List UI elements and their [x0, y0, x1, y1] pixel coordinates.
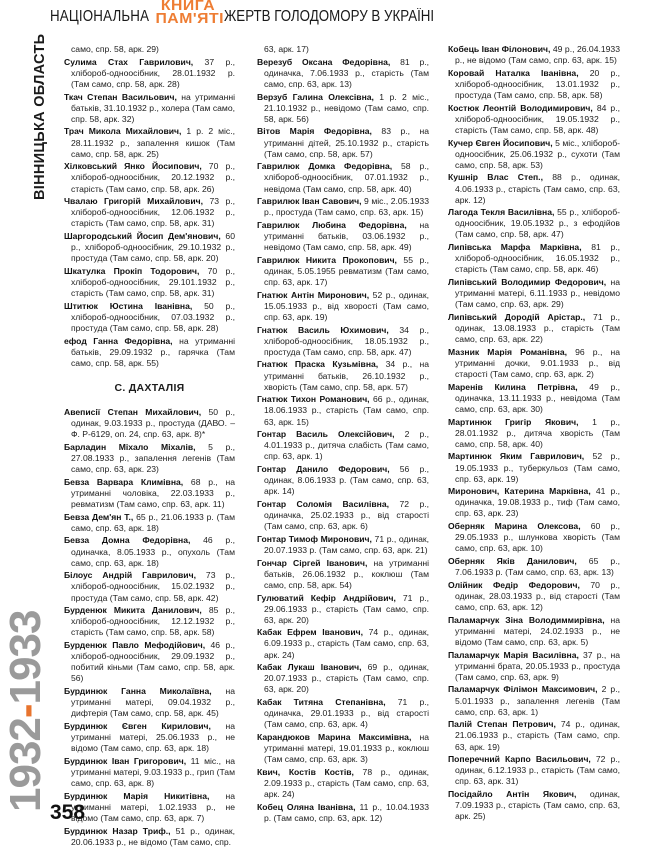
- person-details: 81 р., хлібороб-одноосібник, 16.05.1932 р., старість (Там само, спр. 58, арк. 46): [455, 242, 621, 275]
- person-name: Кабак Титяна Степанівна,: [257, 697, 386, 708]
- list-item: [64, 161, 235, 194]
- person-details: 1 р. 2 міс., 21.10.1932 р., невідомо (Там само, спр. 58, арк. 56): [264, 91, 429, 124]
- person-details: 71 р., одинак, 20.07.1933 р. (Там само, спр. 63, арк. 21): [264, 533, 429, 555]
- list-item: [64, 826, 235, 848]
- person-details: 88 р., одинак, 4.06.1933 р., старість (Там само, спр. 63, арк. 12): [455, 172, 620, 205]
- person-details: 1 р., 28.01.1932 р., дитяча хворість (Там само, спр. 58, арк. 40): [455, 416, 620, 449]
- person-name: Гаврилюк Домка Федорівна,: [257, 161, 393, 172]
- person-details: 68 р., на утриманні чоловіка, 22.03.1933 р., ревматизм (Там само, спр. 63, арк. 11): [71, 476, 235, 509]
- list-item: [64, 442, 235, 475]
- person-details: 69 р., одинак, 20.07.1933 р., старість (Там само, спр. 63, арк. 20): [264, 662, 429, 695]
- person-details: 34 р., на утриманні батьків, 26.10.1932 р., хворість (Там само, спр. 58, арк. 57): [264, 359, 429, 392]
- person-name: Маренів Килина Петрівна,: [448, 381, 578, 392]
- person-details: на утриманні матері, 1.02.1933 р., не відомо (Там само, спр. 63, арк. 7): [71, 790, 235, 823]
- person-details: 41 р., одиначка, 19.08.1933 р., тиф (Там само, спр. 63, арк. 23): [455, 486, 621, 519]
- person-details: 72 р., одиначка, 25.02.1933 р., від старості (Там само, спр. 63, арк. 6): [264, 498, 429, 532]
- person-name: Оберняк Яків Данилович,: [448, 556, 577, 567]
- person-name: Трач Микола Михайлович,: [64, 126, 182, 137]
- list-item: [64, 57, 235, 90]
- list-item: [257, 593, 429, 626]
- year-dash: -: [1, 704, 50, 719]
- list-item: [448, 650, 620, 683]
- person-name: Бурдинюк Назар Триф.,: [64, 825, 171, 836]
- person-name: Кабак Лукаш Іванович,: [257, 662, 362, 673]
- list-item: [64, 512, 235, 534]
- person-name: Палій Степан Петрович,: [448, 719, 556, 730]
- list-item: [448, 138, 620, 171]
- column-3: [448, 44, 620, 824]
- list-item: [448, 382, 620, 415]
- person-name: Білоус Андрій Гаврилович,: [64, 570, 196, 581]
- entries-list: [257, 57, 429, 824]
- person-details: 70 р., одинак, 28.03.1933 р., від старості (Там само, спр. 63, арк. 12): [455, 579, 621, 612]
- list-item: [448, 521, 620, 554]
- years-label: [1, 610, 50, 812]
- person-name: Кобец Оляна Іванівна,: [257, 801, 356, 812]
- person-name: Мартинюк Григір Якович,: [448, 416, 579, 427]
- person-name: Авеписії Степан Михайлович,: [64, 407, 202, 418]
- list-item: [64, 791, 235, 824]
- person-name: Гаврилюк Любина Федорівна,: [257, 219, 407, 230]
- person-name: Кобець Іван Філонович,: [448, 44, 551, 54]
- person-details: на утриманні матері, 09.04.1932 р., дифтерія (Там само, спр. 58, арк. 45): [71, 686, 235, 719]
- person-details: 65 р., 21.06.1933 р. (Там само, спр. 63, арк. 18): [71, 511, 235, 533]
- person-details: 2 р., 5.01.1933 р., запалення легенів (Там само, спр. 63, арк. 1): [455, 684, 620, 717]
- person-name: Гонтар Тимоф Миронович,: [257, 533, 372, 544]
- person-name: Бевза Варвара Климівна,: [64, 476, 184, 487]
- person-name: Гулюватий Кефір Андрійович,: [257, 592, 396, 603]
- person-name: Паламарчук Марія Василівна,: [448, 649, 579, 660]
- person-details: 71 р., одинак, 13.08.1933 р., старість (Там само, спр. 63, арк. 22): [455, 311, 620, 345]
- person-details: 34 р., хлібороб-одноосібник, 18.05.1932 р., простуда (Там само, спр. 58, арк. 47): [264, 324, 430, 357]
- person-name: Верезуб Оксана Федорівна,: [257, 56, 391, 67]
- list-item: [448, 789, 620, 822]
- person-name: Бурденюк Павло Мефодійович,: [64, 640, 206, 651]
- list-item: [257, 627, 429, 660]
- person-details: 1 р. 2 міс., 28.11.1932 р., запалення кишок (Там само, спр. 58, арк. 25): [71, 126, 235, 159]
- list-item: [64, 231, 235, 264]
- person-details: 5 міс., хлібороб-одноосібник, 25.06.1932 р., сухоти (Там само, спр. 58, арк. 53): [455, 137, 620, 170]
- person-name: Гнатюк Антін Миронович,: [257, 289, 370, 300]
- person-name: Чвалаю Григорій Михайлович,: [64, 196, 203, 207]
- person-name: Штитюк Юстина Іванівна,: [64, 300, 193, 311]
- person-name: Гонтар Василь Олексійович,: [257, 429, 395, 440]
- list-item: [64, 407, 235, 440]
- person-name: Поперечний Карпо Васильович,: [448, 754, 591, 765]
- person-details: 74 р., одинак, 21.06.1933 р., старість (Там само, спр. 63, арк. 19): [455, 719, 620, 752]
- page-header: [0, 0, 659, 36]
- person-name: Вітов Марія Федорівна,: [257, 126, 372, 137]
- header-right-text: ЖЕРТВ ГОЛОДОМОРУ В УКРАЇНІ: [224, 8, 435, 25]
- list-item: [257, 325, 429, 358]
- person-name: Кабак Ефрем Іванович,: [257, 627, 363, 638]
- person-details: 46 р., хлібороб-одноосібник, 29.09.1932 р., побитий кіньми (Там само, спр. 58, арк. 56): [71, 640, 236, 684]
- person-details: 83 р., на утриманні дітей, 25.10.1932 р., старість (Там само, спр. 58, арк. 57): [264, 126, 429, 159]
- person-details: 37 р., на утриманні брата, 20.05.1933 р., простуда (Там само, спр. 63, арк. 9): [455, 649, 620, 682]
- person-details: 9 міс., 2.05.1933 р., простуда (Там само, спр. 63, арк. 15): [264, 196, 429, 218]
- person-details: одинак, 7.09.1933 р., старість (Там само, спр. 63, арк. 25): [455, 789, 620, 822]
- list-item: [448, 580, 620, 613]
- person-name: Гаврилюк Никита Прокопович,: [257, 254, 397, 265]
- list-item: [257, 464, 429, 497]
- person-name: Хілковський Янко Йосипович,: [64, 161, 202, 172]
- person-name: ефод Ганна Федорівна,: [64, 335, 173, 346]
- list-item: [257, 92, 429, 125]
- list-item: [257, 662, 429, 695]
- person-details: 51 р., одинак, 20.06.1933 р., не відомо (Там само, спр.: [71, 825, 236, 847]
- person-details: 20 р., хлібороб-одноосібник, 13.01.1932 р., простуда (Там само, спр. 58, арк. 58): [455, 67, 620, 100]
- list-item: [448, 451, 620, 484]
- list-item: [257, 161, 429, 194]
- list-item: [448, 486, 620, 519]
- list-item: [64, 570, 235, 603]
- person-name: Оберняк Марина Олексова,: [448, 521, 581, 532]
- person-name: Шкатулка Прокіп Тодорович,: [64, 265, 200, 276]
- list-item: [448, 417, 620, 450]
- person-details: 49 р., 26.04.1933 р., не відомо (Там само, спр. 63, арк. 15): [455, 44, 620, 66]
- person-details: на утриманні батьків, 03.06.1932 р., невідомо (Там само, спр. 58, арк. 49): [264, 219, 429, 253]
- person-name: Липівський Володимир Федорович,: [448, 277, 607, 288]
- person-details: 78 р., одинак, 2.09.1933 р., старість (Там само, спр. 63, арк. 24): [264, 766, 429, 800]
- person-name: Липівська Марфа Марківна,: [448, 242, 582, 253]
- person-details: 70 р., хлібороб-одноосібник, 29.101.1932 р., старість (Там само, спр. 58, арк. 31): [71, 265, 235, 299]
- continuation-text: само, спр. 58, арк. 29): [71, 44, 159, 54]
- person-details: 74 р., одинак, 6.09.1933 р., старість (Там само, спр. 63, арк. 24): [264, 627, 429, 660]
- person-details: 55 р., одинак, 5.05.1955 ревматизм (Там само, спр. 63, арк. 17): [264, 254, 429, 288]
- list-item: [448, 556, 620, 578]
- list-item: [257, 802, 429, 824]
- person-details: 5 р., 27.08.1933 р., запалення легенів (Там само, спр. 63, арк. 23): [71, 441, 235, 475]
- person-name: Гнатюк Праска Кузьмівна,: [257, 359, 379, 370]
- list-item: [64, 126, 235, 159]
- list-item: [448, 207, 620, 240]
- list-item: [257, 220, 429, 253]
- person-details: на утриманні матері, 6.11.1933 р., невідомо (Там само, спр. 63, арк. 29): [455, 277, 620, 310]
- list-item: [64, 336, 235, 369]
- person-details: 66 р., одинак, 18.06.1933 р., старість (Там само, спр. 63, арк. 15): [264, 394, 429, 427]
- person-details: 71 р., 29.06.1933 р., старість (Там само, спр. 63, арк. 20): [264, 592, 430, 625]
- person-details: на утриманні матері, 25.06.1933 р., не відомо (Там само, спр. 63, арк. 18): [71, 720, 235, 754]
- list-item: [448, 312, 620, 345]
- person-name: Бурденюк Микита Данилович,: [64, 605, 202, 616]
- person-details: 2 р., 4.01.1933 р., дитяча слабість (Там само, спр. 63, арк. 1): [264, 429, 430, 462]
- list-item: [448, 754, 620, 787]
- person-name: Костюк Леонтій Володимирович,: [448, 102, 593, 113]
- list-item: [448, 719, 620, 752]
- person-details: 37 р., хлібороб-одноосібник, 28.01.1932 р. (Там само, спр. 58, арк. 28): [71, 56, 236, 89]
- person-name: Ткач Степан Васильович,: [64, 91, 177, 102]
- person-details: 49 р., одиначка, 13.11.1933 р., невідома (Там само, спр. 63, арк. 30): [455, 381, 621, 414]
- region-side-label: ВІННИЦЬКА ОБЛАСТЬ: [32, 33, 48, 200]
- column-1: [64, 44, 235, 849]
- person-name: Гнатюк Тихон Романович,: [257, 394, 370, 405]
- list-item: [64, 640, 235, 684]
- list-item: [64, 605, 235, 638]
- person-name: Гонтар Соломія Василівна,: [257, 498, 390, 509]
- list-item: [257, 290, 429, 323]
- list-item: [64, 721, 235, 754]
- person-name: Квич, Костів Костів,: [257, 766, 354, 777]
- person-details: 96 р., на утриманні дочки, 9.01.1933 р., від старості (Там само, спр. 63, арк. 2): [455, 346, 620, 379]
- person-details: на утриманні батьків, 31.10.1932 р., холера (Там само, спр. 58, арк. 32): [71, 91, 235, 124]
- list-item: [257, 126, 429, 159]
- person-name: Шаргородський Йосип Дем'янович,: [64, 231, 221, 242]
- list-item: [448, 68, 620, 101]
- entries-list: [448, 44, 620, 822]
- list-item: [257, 394, 429, 427]
- list-item: [64, 196, 235, 229]
- person-name: Посідайло Антін Якович,: [448, 789, 577, 800]
- person-name: Гонтар Данило Федорович,: [257, 464, 390, 475]
- entries-list: [64, 407, 235, 848]
- person-name: Паламарчук Філімон Максимович,: [448, 684, 598, 695]
- list-item: [448, 615, 620, 648]
- list-item: [257, 359, 429, 392]
- list-item: [257, 196, 429, 218]
- list-item: [64, 301, 235, 334]
- person-name: Карандюков Марина Максимівна,: [257, 732, 412, 742]
- person-details: 81 р., одиначка, 7.06.1933 р., старість (Там само, спр. 63, арк. 13): [264, 56, 429, 89]
- person-name: Липівський Дородій Арістар.,: [448, 311, 586, 322]
- list-item: [257, 534, 429, 556]
- section-title: С. ДАХТАЛІЯ: [114, 381, 185, 394]
- person-name: Мазник Марія Романівна,: [448, 346, 568, 357]
- person-name: Коровай Наталка Іванівна,: [448, 67, 579, 78]
- logo-line-1: КНИГА: [160, 0, 216, 14]
- person-details: 71 р., одиначка, 29.01.1933 р., від старості (Там само, спр. 63, арк. 4): [264, 697, 429, 730]
- person-name: Миронович, Катерина Марківна,: [448, 486, 591, 497]
- person-details: 55 р., хлібороб-одноосібник, 19.05.1932 р., з ефодійов (Там само, спр. 58, арк. 47): [455, 207, 620, 240]
- person-details: 73 р., хлібороб-одноосібник, 15.02.1932 р., простуда (Там само, спр. 58, арк. 42): [71, 570, 235, 603]
- person-name: Верзуб Галина Олексівна,: [257, 91, 374, 102]
- person-name: Сулима Стах Гаврилович,: [64, 56, 194, 67]
- list-item: [257, 429, 429, 462]
- year-start: 1932: [1, 718, 50, 812]
- person-details: 50 р., одинак, 9.03.1933 р., простуда (ДАВО. – Ф. Р-6129, оп. 24, спр. 63, арк. 8)*: [71, 407, 235, 440]
- person-details: на утриманні батьків, 29.09.1932 р., гарячка (Там само, спр. 58, арк. 55): [71, 335, 235, 368]
- person-name: Лагода Текля Василівна,: [448, 207, 555, 218]
- person-name: Бурдинюк Ганна Миколаївна,: [64, 686, 212, 697]
- list-item: [448, 277, 620, 310]
- entries-list: [64, 57, 235, 369]
- person-name: Бевза Дем'ян Т.,: [64, 511, 134, 522]
- person-details: 60 р., 29.05.1933 р., шлункова хворість (Там само, спр. 63, арк. 10): [455, 521, 620, 554]
- person-name: Олійник Федір Федорович,: [448, 579, 580, 590]
- person-name: Кучер Євген Йосипович,: [448, 137, 553, 148]
- person-name: Паламарчук Зіна Володиммирівна,: [448, 614, 605, 625]
- continuation-text: 63, арк. 17): [264, 44, 309, 54]
- person-details: 50 р., хлібороб-одноосібник, 07.03.1932 р., простуда (Там само, спр. 58, арк. 28): [71, 300, 235, 333]
- logo-line-2: ПАМ'ЯТІ: [155, 10, 225, 27]
- person-details: 11 р., 10.04.1933 р. (Там само, спр. 63, арк. 12): [264, 801, 429, 823]
- person-details: на утриманні матері, 19.01.1933 р., коклюш (Там само, спр. 63, арк. 3): [264, 732, 429, 765]
- list-item: [448, 684, 620, 717]
- list-item: [257, 732, 429, 765]
- header-left-text: НАЦІОНАЛЬНА: [50, 8, 150, 25]
- list-item: [257, 767, 429, 800]
- list-item: [257, 57, 429, 90]
- list-item: [64, 477, 235, 510]
- person-details: на утриманні батьків, 26.06.1932 р., коклюш (Там само, спр. 58, арк. 54): [264, 557, 429, 590]
- person-details: 60 р., хлібороб-одноосібник, 29.10.1932 р., простуда (Там само, спр. 58, арк. 20): [71, 231, 235, 264]
- person-details: 58 р., хлібороб-одноосібник, 07.01.1932 р., невідома (Там само, спр. 58, арк. 40): [264, 161, 429, 194]
- person-details: 46 р., одиначка, 8.05.1933 р., опухоль (Там само, спр. 63, арк. 18): [71, 535, 235, 568]
- person-name: Бевза Домна Федорівна,: [64, 535, 191, 546]
- list-item: [64, 756, 235, 789]
- person-details: 72 р., одинак, 6.12.1933 р., старість (Там само, спр. 63, арк. 31): [455, 754, 620, 787]
- year-end: 1933: [1, 610, 50, 705]
- person-details: 52 р., 19.05.1933 р., туберкульоз (Там само, спр. 63, арк. 19): [455, 451, 620, 484]
- person-details: на утриманні матері, 24.02.1933 р., не відомо (Там само, спр. 63, арк. 5): [455, 614, 620, 647]
- person-details: 70 р., хлібороб-одноосібник, 20.12.1932 р., старість (Там само, спр. 58, арк. 26): [71, 161, 235, 194]
- person-name: Гончар Сіргей Іванович,: [257, 557, 368, 568]
- list-item: [257, 255, 429, 288]
- list-item: [64, 266, 235, 299]
- person-details: 84 р., хлібороб-одноосібник, 19.05.1932 р., старість (Там само, спр. 58, арк. 48): [455, 102, 620, 135]
- list-item: [257, 697, 429, 730]
- person-details: 85 р., хлібороб-одноосібник, 12.12.1932 р., старість (Там само, спр. 58, арк. 58): [71, 605, 235, 638]
- person-name: Кушнір Влас Степ.,: [448, 172, 543, 183]
- person-details: 56 р., одинак, 8.06.1933 р. (Там само, спр. 63, арк. 14): [264, 464, 429, 497]
- list-item: [257, 499, 429, 532]
- person-name: Бурдинюк Марія Никитівна,: [64, 790, 210, 801]
- list-item: [448, 242, 620, 275]
- person-details: 52 р., одинак, 15.05.1933 р., від хворості (Там само, спр. 63, арк. 19): [264, 289, 429, 322]
- list-item: [64, 92, 235, 125]
- list-item: [257, 558, 429, 591]
- list-item: [448, 347, 620, 380]
- person-details: 73 р., хлібороб-одноосібник, 12.06.1932 р., старість (Там само, спр. 58, арк. 31): [71, 196, 236, 229]
- list-item: [64, 686, 235, 719]
- person-details: 65 р., 7.06.1933 р. (Там само, спр. 63, арк. 13): [455, 556, 620, 578]
- person-name: Бурдинюк Євген Кирилович,: [64, 720, 211, 731]
- book-of-memory-logo: [155, 0, 225, 29]
- person-name: Бурдинюк Іван Григорович,: [64, 755, 187, 766]
- person-name: Гнатюк Василь Юхимович,: [257, 324, 389, 335]
- person-name: Барладин Міхало Міхалів,: [64, 441, 196, 452]
- list-item: [448, 172, 620, 205]
- person-details: 11 міс., на утриманні матері, 9.03.1933 р., грип (Там само, спр. 63, арк. 8): [71, 755, 235, 788]
- person-name: Гаврилюк Іван Савович,: [257, 196, 362, 207]
- list-item: [448, 44, 620, 66]
- page-number: 358: [50, 801, 86, 824]
- person-name: Мартинюк Яким Гаврилович,: [448, 451, 585, 462]
- column-2: [257, 44, 429, 826]
- list-item: [64, 535, 235, 568]
- list-item: [448, 103, 620, 136]
